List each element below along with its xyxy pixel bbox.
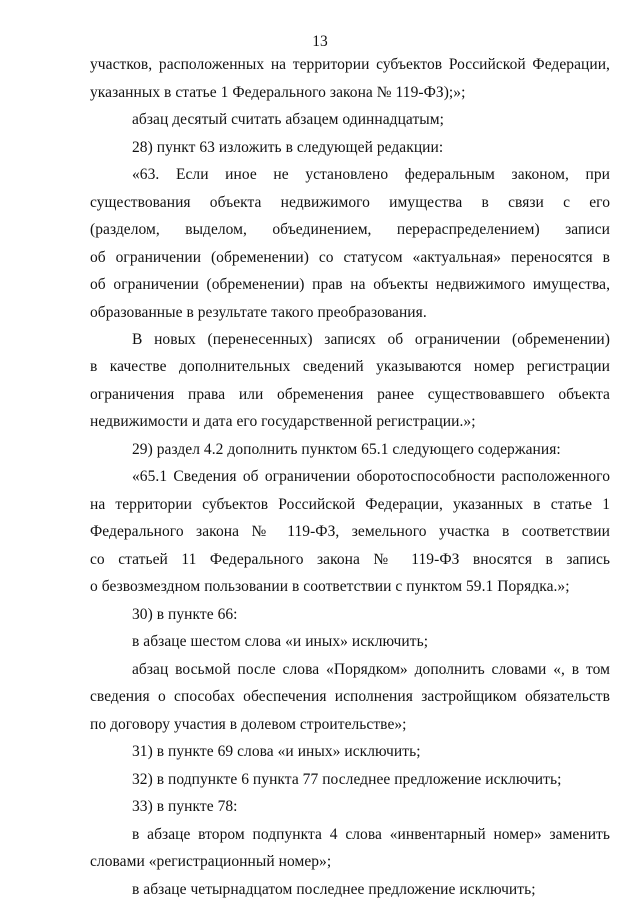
text-line: словами «регистрационный номер»;	[90, 853, 332, 870]
text-line: в качестве дополнительных сведений указываются номер регистрации	[90, 358, 610, 375]
text-line: сведения о способах обеспечения исполнения застройщиком обязательств	[90, 688, 610, 705]
text-line: 32) в подпункте 6 пункта 77 последнее предложение исключить;	[132, 771, 562, 788]
page-number: 13	[312, 33, 328, 50]
text-line: «63. Если иное не установлено федеральным законом, при	[132, 166, 610, 183]
text-line: 30) в пункте 66:	[132, 606, 238, 623]
text-line: существования объекта недвижимого имущества в связи с его	[90, 194, 610, 211]
text-line: 31) в пункте 69 слова «и иных» исключить;	[132, 743, 421, 760]
text-line: ограничения права или обременения ранее существовавшего объекта	[90, 386, 610, 403]
text-line: в абзаце втором подпункта 4 слова «инвентарный номер» заменить	[132, 826, 610, 843]
text-line: участков, расположенных на территории субъектов Российской Федерации,	[90, 56, 610, 73]
text-line: (разделом, выделом, объединением, перераспределением) записи	[90, 221, 610, 238]
text-line: со статьей 11 Федерального закона № 119-ФЗ вносятся в запись	[90, 551, 610, 568]
text-line: недвижимости и дата его государственной регистрации.»;	[90, 413, 476, 430]
text-line: об ограничении (обременении) со статусом «актуальная» переносятся в	[90, 249, 610, 266]
text-line: в абзаце шестом слова «и иных» исключить;	[132, 633, 429, 650]
text-line: указанных в статье 1 Федерального закона № 119-ФЗ);»;	[90, 84, 466, 101]
text-line: 28) пункт 63 изложить в следующей редакции:	[132, 139, 444, 156]
text-line: об ограничении (обременении) прав на объекты недвижимого имущества,	[90, 276, 610, 293]
text-line: образованные в результате такого преобразования.	[90, 304, 427, 321]
text-line: в абзаце четырнадцатом последнее предложение исключить;	[132, 881, 536, 898]
text-line: о безвозмездном пользовании в соответствии с пунктом 59.1 Порядка.»;	[90, 578, 570, 595]
text-line: В новых (перенесенных) записях об ограничении (обременении)	[132, 331, 610, 348]
text-line: абзац восьмой после слова «Порядком» дополнить словами «, в том	[132, 661, 610, 678]
text-line: абзац десятый считать абзацем одиннадцатым;	[132, 111, 444, 128]
text-line: Федерального закона № 119-ФЗ, земельного участка в соответствии	[90, 523, 610, 540]
text-line: 33) в пункте 78:	[132, 798, 238, 815]
text-line: по договору участия в долевом строительстве»;	[90, 716, 407, 733]
text-line: 29) раздел 4.2 дополнить пунктом 65.1 следующего содержания:	[132, 441, 561, 458]
text-line: на территории субъектов Российской Федерации, указанных в статье 1	[90, 496, 610, 513]
text-line: «65.1 Сведения об ограничении оборотоспособности расположенного	[132, 468, 610, 485]
